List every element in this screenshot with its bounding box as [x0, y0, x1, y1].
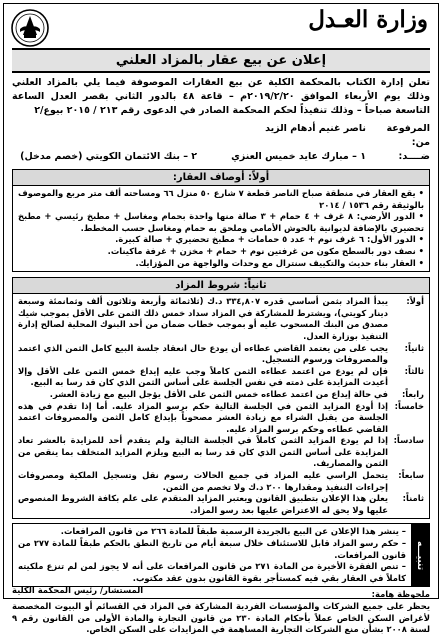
parties — [4, 118, 438, 164]
property-item: • الدور الأرضي: ٨ غرف + ٤ حمام + ٣ صالة منها واحدة بحمام ومغاسل + مطبخ رئيسي + مطبخ تحضيري بالإضافة لديوانية بالحوش الأمامي وملحق به حمام ومغاسل حسب المخطط. — [18, 211, 424, 233]
property-description-section — [12, 169, 430, 272]
defendant-1: ١ – مبارك عايد خميس العنزي — [231, 151, 366, 162]
property-item: • الدور الأول: ٦ غرف نوم + عدد ٥ حمامات + مطبخ تحضيري + صالة كبيرة. — [115, 234, 424, 245]
notice-line: – ينشر هذا الإعلان عن البيع بالجريدة الرسمية طبقاً للمادة ٢٦٦ من قانون المرافعات. — [60, 526, 406, 537]
clause-number: ثالثاً: — [404, 365, 424, 376]
clause-text: فإن لم يودع من اعتمد عطاءه الثمن كاملاً وجب عليه إيداع خمس الثمن على الأقل وإلا أعيدت المزايدة على ذمته في نفس الجلسة على أساس الثمن الذي كان قد رسا به البيع. — [18, 365, 388, 388]
notice-box — [12, 523, 430, 587]
auction-terms-section — [12, 277, 430, 519]
note-heading: ملحوظة هامة: — [371, 589, 430, 600]
defendant-2: ٢ – بنك الائتمان الكويتي (خصم مدخل) — [20, 151, 198, 162]
clause-text: إذا لم يودع المزايد الثمن كاملاً في الجلسة التالية ولم يتقدم أحد للمزايدة بالعشر تعاد المزايدة على أساس الثمن الذي كان قد رسا به البيع ويلزم المزايد المتخلف بما ينقص من الثمن والمصاريف. — [18, 435, 388, 469]
clause-number: سادساً: — [393, 435, 424, 446]
terms-clause — [18, 296, 424, 342]
plaintiff-label: المرفوعة من: — [386, 123, 430, 148]
advertisement — [3, 3, 439, 635]
notice-line: – تنص الفقرة الأخيرة من المادة ٢٧١ من قانون المرافعات على أنه لا يجوز لمن لم تنزع ملكيته كاملاً في العقار بقي فيه كمستأجر بقوة القانون بدون عقد مكتوب. — [18, 561, 406, 583]
property-item: • العقار بناء حديث والتكييف سنترال مع وحدات والواجهة من المؤزايك. — [135, 257, 424, 268]
property-description-heading: أولاً: أوصاف العقار: — [13, 170, 429, 186]
notice-line: – حكم رسو المزاد قابل للاستئناف خلال سبعة أيام من تاريخ النطق بالحكم طبقاً للمادة ٢٧٧ من قانون المرافعات. — [18, 538, 407, 560]
clause-number: ثانياً: — [404, 342, 424, 353]
terms-clause — [18, 493, 424, 516]
terms-clause — [18, 366, 424, 389]
auction-terms-body — [13, 294, 429, 518]
terms-clause — [18, 343, 424, 366]
defendant-row — [12, 150, 430, 164]
kuwait-emblem-icon — [10, 8, 50, 48]
announcement-title: إعلان عن بيع عقار بالمزاد العلني — [12, 48, 430, 73]
plaintiff-row — [12, 122, 430, 150]
property-item: • نصف دور بالسطح مكون من غرفتين نوم + حمام + مخزن + غرفة ماكينات. — [107, 245, 424, 256]
terms-clause — [18, 401, 424, 436]
auction-terms-heading: ثانياً: شروط المزاد — [13, 278, 429, 294]
intro-paragraph: تعلن إدارة الكتاب بالمحكمة الكلية عن بيع العقارات الموصوفة فيما يلي بالمزاد العلني وذلك يوم الأربعاء الموافق ٢٠١٩/٢/٢٠م – قاعة ٤٨ بالدور الثاني بقصر العدل الساعة التاسعة صباحاً – وذلك تنفيذاً لحكم المحكمة الصادر في الدعوى رقم ٢١٣ / ٢٠١٥ بيوع/٢ — [12, 77, 430, 116]
defendant-label: ضــــد: — [398, 151, 430, 162]
property-description-body — [13, 186, 429, 271]
clause-text: يتحمل الراسي عليه المزاد في جميع الحالات رسوم نقل وتسجيل الملكية ومصروفات إجراءات التنفيذ ومقدارها ٢٠٠ د.ك ولا تخصم من الثمن. — [18, 470, 388, 492]
ministry-name: وزارة العـدل — [308, 6, 428, 33]
terms-clause — [18, 435, 424, 470]
clause-text: يعلن هذا الإعلان بتطبيق القانون ويعتبر المزايد المتقدم على علم بكافة الشروط المنصوص عليها ولا يحق له الاعتراض عليها بعد رسو المزاد. — [18, 493, 388, 515]
terms-clause — [18, 389, 424, 401]
clause-number: سابعاً: — [398, 470, 424, 481]
header — [4, 4, 438, 48]
terms-clause — [18, 470, 424, 493]
clause-text: في حالة إيداع من اعتمد عطاءه خمس الثمن على الأقل يؤجل البيع مع زيادة العشر. — [49, 388, 388, 399]
clause-number: خامساً: — [394, 400, 424, 411]
notice-body — [13, 524, 411, 586]
clause-number: أولاً: — [406, 296, 424, 307]
clause-text: يجب على من يعتمد القاضي عطاءه أن يودع حال انعقاد جلسة البيع كامل الثمن الذي اعتمد والمصروفات ورسوم التسجيل. — [18, 342, 388, 365]
plaintiff-name: ناصر غنيم أدهام الزيد — [265, 123, 366, 134]
signature: المستشار/ رئيس المحكمة الكلية — [12, 585, 144, 595]
clause-number: رابعاً: — [401, 388, 424, 399]
notice-label: تنبيـــه — [411, 524, 429, 586]
clause-text: إذا أودع المزايد الثمن في الجلسة التالية حكم برسو المزاد عليه. أما إذا تقدم في هذه الجلسة من يقبل الشراء مع زيادة العشر مصحوباً بإيداع كامل الثمن والمصروفات اعتمد القاضي عطاءه وحكم برسو المزاد عليه. — [18, 400, 388, 434]
clause-number: ثامناً: — [402, 493, 424, 504]
property-item: • يقع العقار في منطقة صباح الناصر قطعة ٧ شارع ٥٠ منزل ٦٦ ومساحته ألف متر مربع والموصوف بالوثيقة رقم ١٥٣٦ / ٢٠١٤ — [18, 188, 424, 210]
clause-text: يبدأ المزاد بثمن أساسي قدره ٣٣٤,٨٠٧ د.ك (ثلاثمائة وأربعة وثلاثون ألف وثمانمئة وسبعة دينار كويتي)، ويشترط للمشاركة في المزاد سداد خمس ذلك الثمن على الأقل بموجب شيك مصدق من البنك المسحوب عليه أو بموجب خطاب ضمان من أحد البنوك المحلية لصالح إدارة التنفيذ بوزارة العدل. — [18, 296, 389, 341]
note-text: يحظر على جميع الشركات والمؤسسات الفردية المشاركة في المزاد في القسائم أو البيوت المخصصة لأغراض السكن الخاص عملاً بأحكام المادة ٢٣٠ من قانون التجارة والمادة الأولى من القانون رقم ٩ لسنة ٢٠٠٨ بشأن منع الشركات التجارية المساهمة في المزايدات على السكن الخاص. — [12, 601, 430, 635]
